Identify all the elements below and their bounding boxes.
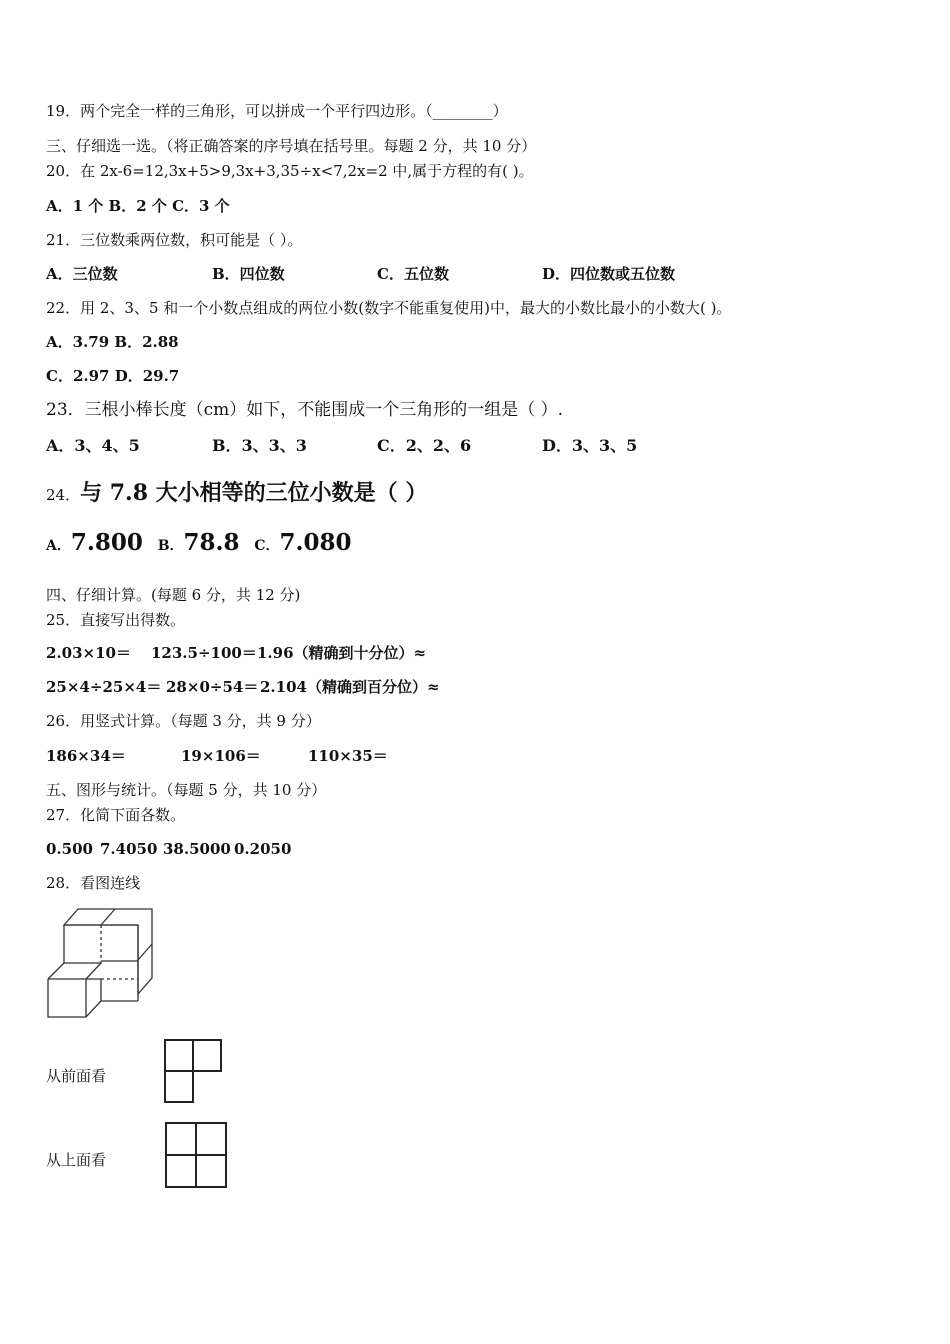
q25-row2-item-2: 28×0÷54＝ <box>166 678 259 696</box>
view-front-label: 从前面看 <box>46 1067 107 1085</box>
question-24-options <box>46 528 352 561</box>
question-24-option-c-value: 7.080 <box>279 529 352 556</box>
question-22: 22．用 2、3、5 和一个小数点组成的两位小数(数字不能重复使用)中，最大的小数比最小的小数大( )。 <box>46 299 732 317</box>
q25-row1-item-2: 123.5÷100＝ <box>151 644 257 662</box>
question-24-option-b-value: 78.8 <box>183 529 240 556</box>
question-23-option-b: B．3、3、3 <box>212 436 307 455</box>
question-24-option-c-label: C． <box>254 538 280 554</box>
question-22-options-row-1: A．3.79 B．2.88 <box>46 333 179 351</box>
view-top-label: 从上面看 <box>46 1151 107 1169</box>
question-27: 27．化简下面各数。 <box>46 806 186 824</box>
question-20-options: A．1 个 B．2 个 C．3 个 <box>46 197 230 215</box>
question-21-option-b: B．四位数 <box>212 265 285 283</box>
question-24-number: 24． <box>46 486 81 504</box>
q25-row1-item-3: 1.96（精确到十分位）≈ <box>257 644 427 662</box>
question-23-option-c: C．2、2、6 <box>377 436 472 455</box>
question-24-option-b-label: B． <box>157 538 184 554</box>
q27-number-2: 7.4050 <box>100 840 158 858</box>
question-20: 20．在 2x-6=12,3x+5>9,3x+3,35÷x<7,2x=2 中,属于方程的有( )。 <box>46 162 534 180</box>
question-28: 28．看图连线 <box>46 874 141 892</box>
section-3-heading: 三、仔细选一选。（将正确答案的序号填在括号里。每题 2 分，共 10 分） <box>46 137 537 155</box>
question-24 <box>46 478 427 508</box>
q26-item-3: 110×35＝ <box>308 747 388 765</box>
question-21-option-a: A．三位数 <box>46 265 118 283</box>
top-view-grid <box>164 1121 228 1189</box>
question-26: 26．用竖式计算。（每题 3 分，共 9 分） <box>46 712 321 730</box>
q26-item-1: 186×34＝ <box>46 747 126 765</box>
section-4-heading: 四、仔细计算。(每题 6 分，共 12 分) <box>46 586 301 604</box>
question-25: 25．直接写出得数。 <box>46 611 186 629</box>
q27-number-4: 0.2050 <box>234 840 292 858</box>
question-24-option-a-label: A． <box>46 538 71 554</box>
q26-item-2: 19×106＝ <box>181 747 261 765</box>
cube-stack-figure <box>44 905 159 1023</box>
question-24-text: 与 7.8 大小相等的三位小数是（ ） <box>80 480 428 506</box>
question-21: 21．三位数乘两位数，积可能是（ ）。 <box>46 231 303 249</box>
question-23: 23．三根小棒长度（cm）如下，不能围成一个三角形的一组是（ ）. <box>46 400 564 420</box>
q27-number-1: 0.500 <box>46 840 93 858</box>
front-view-grid <box>163 1038 225 1106</box>
section-5-heading: 五、图形与统计。（每题 5 分，共 10 分） <box>46 781 327 799</box>
question-23-option-a: A．3、4、5 <box>46 436 140 455</box>
q27-number-3: 38.5000 <box>163 840 231 858</box>
q25-row2-item-3: 2.104（精确到百分位）≈ <box>260 678 440 696</box>
question-21-option-d: D．四位数或五位数 <box>542 265 676 283</box>
question-19: 19．两个完全一样的三角形，可以拼成一个平行四边形。（________） <box>46 102 508 120</box>
question-24-option-a-value: 7.800 <box>70 529 143 556</box>
q25-row2-item-1: 25×4÷25×4＝ <box>46 678 162 696</box>
question-23-option-d: D．3、3、5 <box>542 436 638 455</box>
q25-row1-item-1: 2.03×10＝ <box>46 644 131 662</box>
question-21-option-c: C．五位数 <box>377 265 449 283</box>
question-22-options-row-2: C．2.97 D．29.7 <box>46 367 180 385</box>
